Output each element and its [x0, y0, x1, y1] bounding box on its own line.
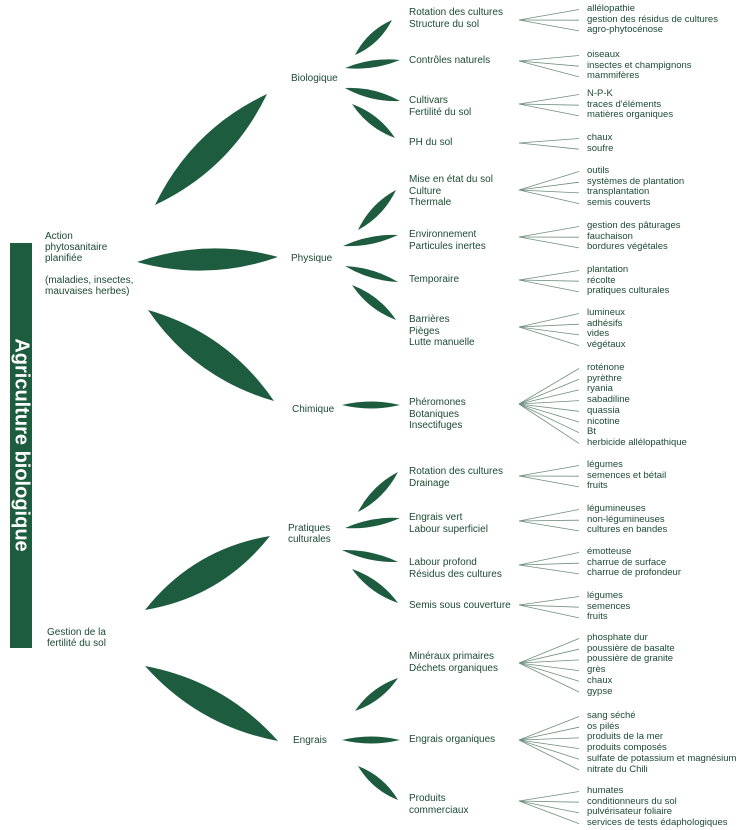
leaf-list-line: adhésifs	[587, 317, 623, 329]
leaf-list	[587, 89, 673, 121]
node-leaf	[358, 766, 398, 800]
fan-line	[519, 95, 579, 105]
group-label: Physique	[291, 253, 333, 264]
leaf-list	[587, 221, 680, 253]
fan-line	[519, 801, 579, 824]
item-label-line: Particules inertes	[409, 240, 486, 252]
leaf-list-line: os pilés	[587, 720, 620, 732]
item-label-line: Temporaire	[409, 274, 460, 285]
leaf-list-line: semences et bétail	[587, 469, 667, 481]
leaf-list-line: fruits	[587, 611, 608, 623]
node-leaf	[342, 737, 400, 744]
node-leaf	[352, 285, 396, 320]
leaf-list-line: nitrate du Chili	[587, 763, 648, 775]
item-label	[409, 397, 466, 432]
fan-line	[519, 792, 579, 802]
fan-line	[519, 639, 579, 664]
node-leaf	[342, 402, 400, 409]
group-label: Biologique	[291, 73, 338, 84]
fan-line	[519, 466, 579, 477]
fan-line	[519, 597, 579, 606]
fan-line	[519, 190, 579, 193]
fan-line	[519, 663, 579, 681]
fan-line	[519, 801, 579, 813]
leaf-list-line: grès	[587, 664, 606, 676]
fan-line	[519, 10, 579, 21]
fan-line	[519, 327, 579, 346]
leaf-list-line: ryania	[587, 383, 613, 395]
leaf-list-line: non-légumineuses	[587, 513, 665, 525]
leaf-list	[587, 265, 669, 297]
leaf-list-line: transplantation	[587, 186, 650, 198]
fan-line	[519, 280, 579, 292]
leaf-list	[587, 591, 630, 623]
leaf-list	[587, 308, 626, 351]
leaf-list-line: pulvérisateur foliaire	[587, 806, 673, 818]
leaf-list-line: fauchaison	[587, 230, 633, 242]
leaf-list-line: récolte	[587, 274, 616, 286]
leaf-list-line: phosphate dur	[587, 632, 648, 643]
item-label-line: Résidus des cultures	[409, 568, 502, 580]
fan-line	[519, 740, 579, 759]
leaf-list-line: bordures végétales	[587, 241, 668, 253]
fan-line	[519, 104, 579, 116]
fan-line	[519, 476, 579, 487]
item-label	[409, 314, 475, 349]
leaf-list-line: allélopathie	[587, 3, 636, 14]
root-leaf	[145, 666, 278, 741]
leaf-list-line: légumes	[587, 459, 623, 470]
leaf-list-line: quassia	[587, 404, 620, 416]
branch-label-action	[45, 231, 133, 297]
leaf-list-line: vides	[587, 328, 610, 340]
node-leaf	[355, 20, 392, 55]
node-leaf	[352, 104, 395, 138]
branch-label-gestion-line: Gestion de la	[47, 627, 106, 638]
leaf-list-line: lumineux	[587, 307, 626, 318]
item-label-line: Rotation des cultures	[409, 466, 503, 477]
branch-label-gestion	[47, 627, 106, 649]
fan-line	[519, 404, 579, 422]
leaf-list-line: gestion des résidus de cultures	[587, 13, 718, 25]
item-label	[409, 55, 490, 67]
item-label-line: Lutte manuelle	[409, 337, 475, 348]
fan-line	[519, 182, 579, 190]
leaf-list	[587, 166, 684, 209]
fan-line	[519, 801, 579, 802]
side-title: Agriculture biologique	[10, 338, 33, 552]
item-label-line: Environnement	[409, 229, 477, 240]
fan-line	[519, 271, 579, 281]
leaf-list-line: charrue de surface	[587, 556, 667, 568]
group-label-0	[288, 523, 331, 545]
item-label	[409, 734, 495, 746]
item-label-line: PH du sol	[409, 137, 453, 148]
item-label-line: Drainage	[409, 477, 450, 489]
item-label-line: commerciaux	[409, 804, 469, 816]
branch-label-action-line	[45, 264, 133, 275]
node-leaf	[345, 59, 400, 68]
fan-line	[519, 227, 579, 238]
item-label-line: Semis sous couverture	[409, 600, 511, 611]
root-leaf	[148, 310, 274, 401]
leaf-list-line: poussière de basalte	[587, 642, 675, 654]
fan-line	[519, 104, 579, 105]
item-label-line: Culture	[409, 185, 442, 197]
leaf-list-line: plantation	[587, 264, 629, 275]
group-label: Chimique	[292, 404, 335, 415]
fan-line	[519, 237, 579, 248]
leaf-list-line: oiseaux	[587, 49, 620, 60]
root-leaf	[155, 94, 267, 205]
group-label: Engrais	[293, 735, 327, 746]
item-label	[409, 274, 459, 286]
branch-label-action-line: planifiée	[45, 253, 83, 264]
leaf-list-line: mammifères	[587, 70, 640, 82]
item-label-line: Structure du sol	[409, 18, 480, 30]
node-leaf	[358, 190, 396, 230]
fan-line	[519, 401, 579, 404]
leaf-list-line: nicotine	[587, 415, 620, 427]
leaf-list-line: semis couverts	[587, 197, 651, 209]
leaf-list-line: pyrèthre	[587, 372, 622, 384]
item-label	[409, 95, 471, 118]
root-leaf	[145, 536, 270, 610]
item-label	[409, 466, 503, 489]
item-label-line: Insectifuges	[409, 420, 463, 431]
fan-line	[519, 20, 579, 31]
item-label-line: Contrôles naturels	[409, 55, 491, 66]
leaf-list	[587, 633, 675, 697]
item-label-line: Phéromones	[409, 397, 466, 408]
node-leaf	[355, 678, 398, 711]
leaf-list-line: N-P-K	[587, 88, 613, 99]
leaf-list	[587, 711, 736, 775]
leaf-list	[587, 363, 687, 449]
item-label	[409, 229, 486, 252]
root-leaf	[137, 248, 278, 270]
item-label	[409, 512, 488, 535]
leaf-list	[587, 547, 681, 579]
item-label-line: Cultivars	[409, 95, 448, 106]
item-label	[409, 174, 493, 209]
leaf-list-line: humates	[587, 785, 624, 796]
node-leaf	[342, 550, 398, 562]
leaf-list	[587, 504, 667, 536]
fan-line	[519, 565, 579, 574]
leaf-list-line: chaux	[587, 132, 613, 143]
fan-line	[519, 172, 579, 191]
fan-line	[519, 143, 579, 149]
branch-label-action-line: phytosanitaire	[45, 242, 108, 253]
leaf-list-line: fruits	[587, 480, 608, 492]
fan-line	[519, 379, 579, 404]
leaf-list-line: chaux	[587, 674, 613, 686]
leaf-list-line: cultures en bandes	[587, 524, 668, 536]
leaf-list-line: conditionneurs du sol	[587, 795, 677, 807]
leaf-list-line: soufre	[587, 142, 614, 154]
item-label-line: Barrières	[409, 314, 450, 325]
node-leaf	[343, 235, 398, 246]
leaf-list-line: produits composés	[587, 742, 667, 754]
branch-label-action-line: mauvaises herbes)	[45, 286, 130, 297]
leaf-list-line: émotteuse	[587, 546, 632, 557]
item-label-line: Minéraux primaires	[409, 651, 495, 662]
fan-line	[519, 327, 579, 335]
node-leaf	[345, 266, 398, 282]
leaf-list-line: gestion des pâturages	[587, 220, 681, 231]
group-label-0-line: culturales	[288, 534, 331, 545]
item-label	[409, 7, 503, 30]
fan-line	[519, 280, 579, 281]
fan-line	[519, 649, 579, 663]
fan-line	[519, 663, 579, 671]
leaf-list-line: traces d'éléments	[587, 98, 662, 110]
leaf-list-line: matières organiques	[587, 109, 674, 121]
fan-line	[519, 717, 579, 741]
fan-line	[519, 56, 579, 62]
leaf-list-line: roténone	[587, 362, 625, 373]
item-label-line: Engrais organiques	[409, 734, 496, 745]
item-label-line: Botaniques	[409, 408, 460, 420]
item-label	[409, 137, 452, 149]
fan-line	[519, 520, 579, 521]
leaf-list-line: poussière de granite	[587, 653, 674, 665]
fan-line	[519, 510, 579, 522]
fan-line	[519, 663, 579, 692]
node-leaf	[352, 569, 398, 603]
item-label	[409, 651, 498, 674]
item-label-line: Pièges	[409, 325, 440, 337]
leaf-list	[587, 133, 613, 154]
fan-line	[519, 190, 579, 204]
item-label	[409, 557, 502, 580]
leaf-list-line: produits de la mer	[587, 731, 664, 743]
node-leaf	[345, 518, 400, 529]
leaf-list-line: semences	[587, 600, 631, 612]
item-label	[409, 600, 511, 612]
item-label-line: Fertilité du sol	[409, 106, 472, 118]
branch-label-action-line: (maladies, insectes,	[45, 275, 134, 286]
leaf-list	[587, 460, 666, 492]
leaf-list-line: sang séché	[587, 710, 636, 721]
leaf-list-line: légumes	[587, 590, 623, 601]
item-label-line: Thermale	[409, 197, 452, 208]
fan-line	[519, 660, 579, 663]
fan-line	[519, 404, 579, 433]
fan-line	[519, 369, 579, 405]
leaf-list-line: charrue de profondeur	[587, 567, 682, 579]
leaf-list-line: sulfate de potassium et magnésium	[587, 752, 737, 764]
item-label-line: Labour superficiel	[409, 523, 488, 535]
leaf-list	[587, 786, 727, 829]
leaf-list	[587, 50, 692, 82]
item-label-line: Déchets organiques	[409, 662, 498, 674]
branch-label-action-line: Action	[45, 231, 73, 242]
leaf-list-line: outils	[587, 165, 610, 176]
leaf-list-line: systèmes de plantation	[587, 175, 685, 187]
leaf-list-line: services de tests édaphologiques	[587, 817, 728, 829]
leaf-list-line: herbicide allélopathique	[587, 436, 687, 448]
branch-label-gestion-line: fertilité du sol	[47, 638, 106, 649]
leaf-list-line: agro-phytocénose	[587, 24, 664, 36]
leaf-list-line: végétaux	[587, 339, 626, 351]
leaf-list-line: pratiques culturales	[587, 285, 670, 297]
leaf-list-line: Bt	[587, 426, 596, 438]
item-label-line: Labour profond	[409, 557, 477, 568]
item-label-line: Rotation des cultures	[409, 7, 503, 18]
leaf-list-line: légumineuses	[587, 503, 646, 514]
node-leaf	[345, 88, 400, 101]
item-label-line: Produits	[409, 793, 446, 804]
item-label-line: Engrais vert	[409, 512, 463, 523]
leaf-list-line: sabadiline	[587, 394, 630, 406]
item-label	[409, 793, 468, 816]
leaf-list	[587, 4, 718, 36]
group-label-0-line: Pratiques	[288, 523, 331, 534]
fan-line	[519, 139, 579, 144]
item-label-line: Mise en état du sol	[409, 174, 493, 185]
leaf-list-line: insectes et champignons	[587, 59, 692, 71]
node-leaf	[358, 472, 398, 512]
fan-line	[519, 521, 579, 531]
leaf-list-line: gypse	[587, 685, 613, 697]
